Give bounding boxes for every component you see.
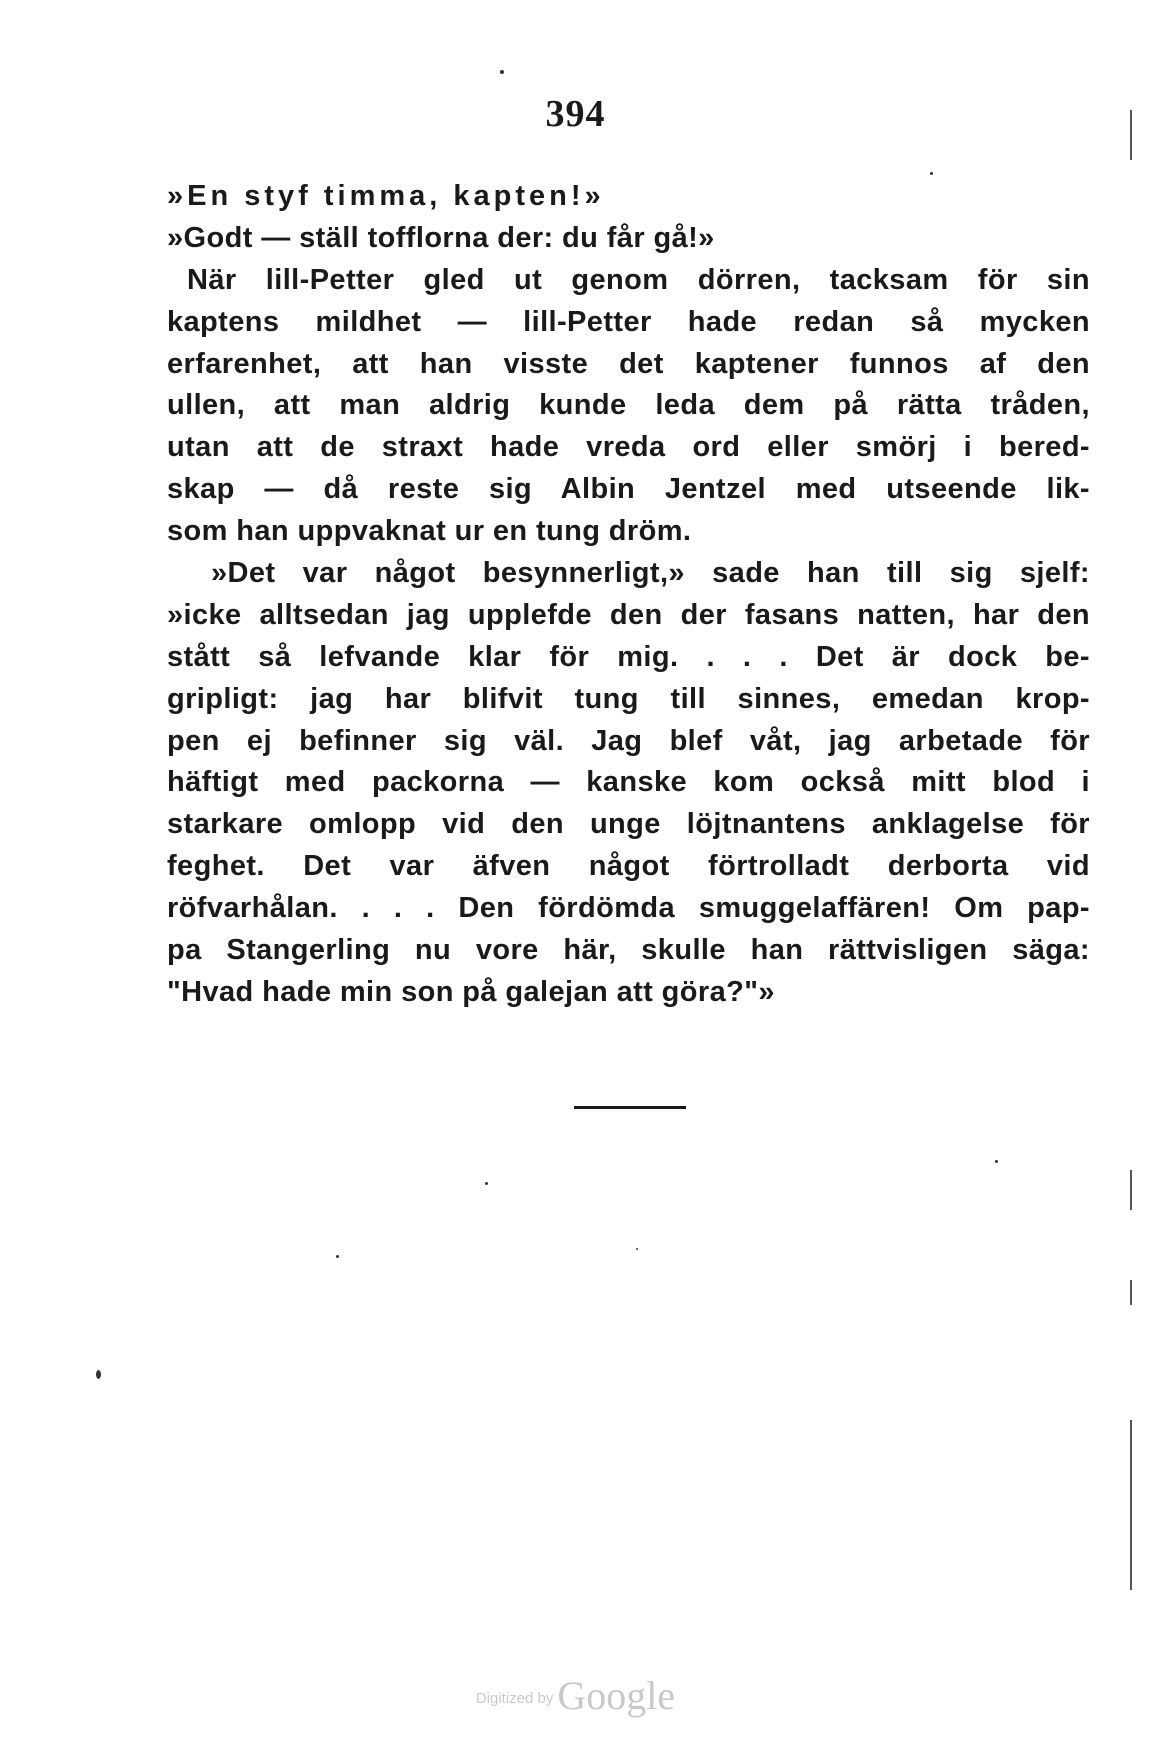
scan-edge <box>1130 1420 1132 1590</box>
text-line: »Godt — ställ tofflorna der: du får gå!» <box>167 221 715 254</box>
text-line: »icke alltsedan jag upplefde den der fasans natten, har den <box>167 598 1090 631</box>
google-logo: Google <box>557 1673 676 1718</box>
digitized-prefix: Digitized by <box>475 1690 554 1707</box>
text-line: »En styf timma, kapten!» <box>167 180 605 212</box>
body-text <box>167 176 1090 1014</box>
scan-edge <box>1130 1280 1132 1305</box>
digitized-watermark <box>0 1672 1151 1719</box>
text-line: "Hvad hade min son på galejan att göra?"» <box>167 975 775 1008</box>
text-line: röfvarhålan. . . . Den fördömda smuggelaffären! Om pap- <box>167 892 1090 925</box>
scan-edge <box>1130 1170 1132 1210</box>
section-divider <box>574 1106 686 1109</box>
scan-speck <box>995 1160 998 1163</box>
scan-speck <box>636 1248 638 1250</box>
scan-edge <box>1130 110 1132 160</box>
text-line: skap — då reste sig Albin Jentzel med utseende lik- <box>167 473 1090 506</box>
text-line: erfarenhet, att han visste det kaptener funnos af den <box>167 347 1090 380</box>
text-line: stått så lefvande klar för mig. . . . Det är dock be- <box>167 640 1090 673</box>
text-line: pa Stangerling nu vore här, skulle han rättvisligen säga: <box>167 934 1090 967</box>
scan-speck <box>930 172 933 175</box>
scan-speck <box>500 70 504 74</box>
text-line: »Det var något besynnerligt,» sade han till sig sjelf: <box>211 557 1090 590</box>
text-line: feghet. Det var äfven något förtrolladt derborta vid <box>167 850 1090 883</box>
scan-speck <box>485 1182 488 1185</box>
text-line: utan att de straxt hade vreda ord eller smörj i bered- <box>167 431 1090 464</box>
scan-speck <box>336 1255 339 1258</box>
scan-speck <box>96 1370 101 1379</box>
text-line: starkare omlopp vid den unge löjtnantens anklagelse för <box>167 808 1090 841</box>
page-number: 394 <box>545 93 606 135</box>
text-line: ullen, att man aldrig kunde leda dem på rätta tråden, <box>167 389 1090 422</box>
text-line: som han uppvaknat ur en tung dröm. <box>167 515 692 548</box>
text-line: När lill-Petter gled ut genom dörren, tacksam för sin <box>187 263 1090 296</box>
text-line: pen ej befinner sig väl. Jag blef våt, jag arbetade för <box>167 724 1090 757</box>
text-line: kaptens mildhet — lill-Petter hade redan så mycken <box>167 305 1090 338</box>
text-line: häftigt med packorna — kanske kom också mitt blod i <box>167 766 1090 799</box>
text-line: gripligt: jag har blifvit tung till sinnes, emedan krop- <box>167 682 1090 715</box>
